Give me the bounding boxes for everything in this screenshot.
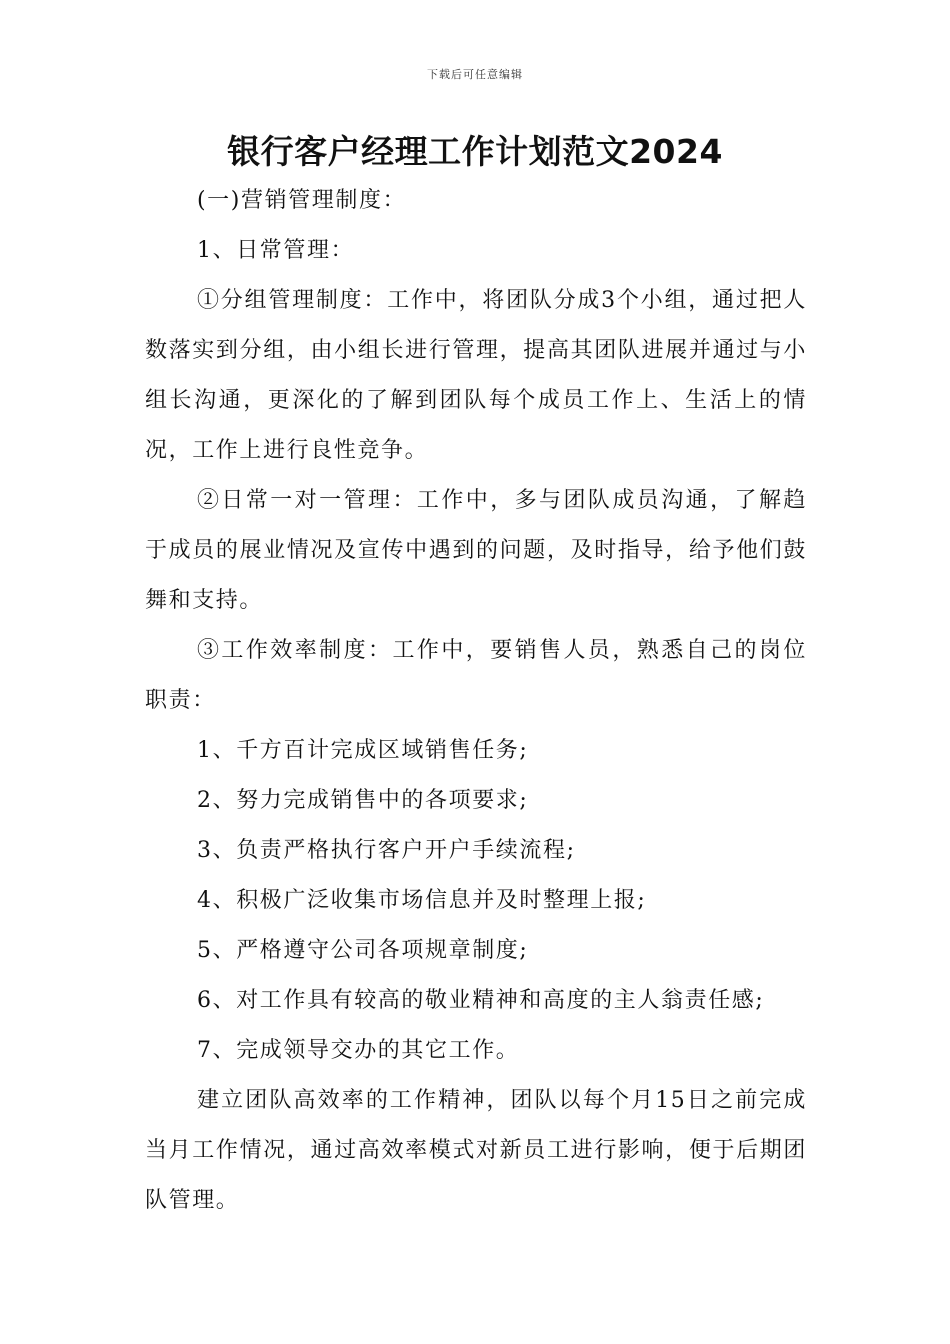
list-item: 1、千方百计完成区域销售任务; <box>197 738 529 763</box>
paragraph: ③工作效率制度：工作中，要销售人员，熟悉自己的岗位职责： <box>145 638 807 713</box>
list-item: 7、完成领导交办的其它工作。 <box>197 1038 520 1063</box>
section-heading: (一)营销管理制度： <box>197 188 407 213</box>
list-item: 6、对工作具有较高的敬业精神和高度的主人翁责任感; <box>197 988 765 1013</box>
paragraph: 建立团队高效率的工作精神，团队以每个月15日之前完成当月工作情况，通过高效率模式对新员工进行影响，便于后期团队管理。 <box>145 1088 807 1213</box>
list-item: 5、严格遵守公司各项规章制度; <box>197 938 529 963</box>
list-item: 3、负责严格执行客户开户手续流程; <box>197 838 576 863</box>
subsection-heading: 1、日常管理： <box>197 238 355 263</box>
paragraph: ②日常一对一管理：工作中，多与团队成员沟通，了解趋于成员的展业情况及宣传中遇到的问题，及时指导，给予他们鼓舞和支持。 <box>145 488 807 613</box>
paragraph: ①分组管理制度：工作中，将团队分成3个小组，通过把人数落实到分组，由小组长进行管理，提高其团队进展并通过与小组长沟通，更深化的了解到团队每个成员工作上、生活上的情况，工作上进行良性竞争。 <box>145 288 807 463</box>
list-item: 2、努力完成销售中的各项要求; <box>197 788 529 813</box>
document-body <box>145 176 807 1226</box>
list-item: 4、积极广泛收集市场信息并及时整理上报; <box>197 888 647 913</box>
document-title: 银行客户经理工作计划范文2024 <box>227 132 723 171</box>
header-note: 下载后可任意编辑 <box>427 68 523 81</box>
